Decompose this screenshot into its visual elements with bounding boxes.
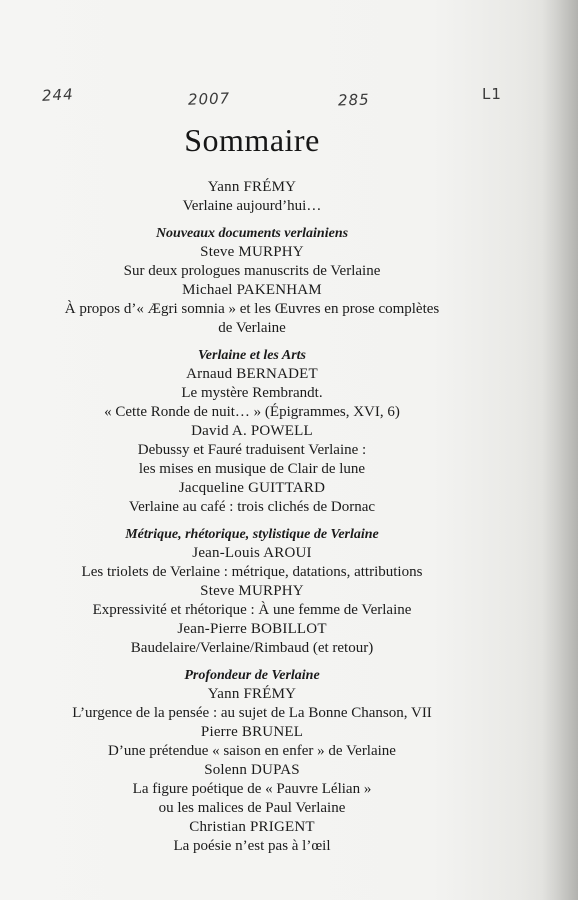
section-heading: Nouveaux documents verlainiens bbox=[155, 226, 349, 241]
spine-shadow bbox=[542, 0, 578, 900]
toc-article-title: À propos d’« Ægri somnia » et les Œuvres en prose complètes bbox=[64, 301, 440, 317]
toc-section bbox=[0, 224, 504, 338]
toc-article-title: Verlaine au café : trois clichés de Dornac bbox=[128, 499, 376, 515]
toc-author: Pierre BRUNEL bbox=[200, 724, 304, 740]
toc-author: Jacqueline GUITTARD bbox=[178, 480, 326, 496]
handwritten-note: 244 bbox=[41, 85, 75, 105]
toc-author: Michael PAKENHAM bbox=[182, 282, 322, 298]
toc-article-title: Expressivité et rhétorique : À une femme de Verlaine bbox=[92, 602, 412, 618]
handwritten-note: 2007 bbox=[187, 89, 231, 109]
toc-article-title: « Cette Ronde de nuit… » (Épigrammes, XVI, 6) bbox=[104, 404, 400, 420]
toc-article-title: L’urgence de la pensée : au sujet de La Bonne Chanson, VII bbox=[72, 705, 432, 721]
toc-author: David A. POWELL bbox=[191, 423, 313, 439]
toc-article-title: Debussy et Fauré traduisent Verlaine : bbox=[137, 442, 367, 458]
toc-author: Steve MURPHY bbox=[200, 583, 304, 599]
toc-author: Christian PRIGENT bbox=[189, 819, 315, 835]
handwritten-note: L1 bbox=[482, 85, 502, 103]
toc-article-title: ou les malices de Paul Verlaine bbox=[158, 800, 346, 816]
section-heading: Métrique, rhétorique, stylistique de Verlaine bbox=[125, 527, 379, 542]
toc-section bbox=[0, 666, 504, 856]
toc-author: Solenn DUPAS bbox=[204, 762, 300, 778]
section-heading: Verlaine et les Arts bbox=[198, 348, 306, 363]
toc-author: Yann FRÉMY bbox=[207, 179, 297, 195]
toc-article-title: Les triolets de Verlaine : métrique, datations, attributions bbox=[81, 564, 423, 580]
toc-article-title: La poésie n’est pas à l’œil bbox=[173, 838, 331, 854]
toc-section bbox=[0, 525, 504, 658]
toc-section bbox=[0, 346, 504, 517]
toc-article-title: de Verlaine bbox=[218, 320, 286, 336]
toc-author: Yann FRÉMY bbox=[207, 686, 297, 702]
toc-article-title: D’une prétendue « saison en enfer » de Verlaine bbox=[108, 743, 396, 759]
toc-author: Jean-Louis AROUI bbox=[192, 545, 312, 561]
toc-article-title: La figure poétique de « Pauvre Lélian » bbox=[132, 781, 372, 797]
toc-article-title: Verlaine aujourd’hui… bbox=[182, 198, 322, 214]
toc-article-title: Le mystère Rembrandt. bbox=[181, 385, 323, 401]
toc-article-title: Baudelaire/Verlaine/Rimbaud (et retour) bbox=[130, 640, 374, 656]
toc-section bbox=[0, 178, 504, 216]
page-title: Sommaire bbox=[184, 122, 320, 158]
table-of-contents bbox=[0, 178, 504, 856]
handwritten-note: 285 bbox=[337, 90, 370, 110]
toc-author: Steve MURPHY bbox=[200, 244, 304, 260]
toc-author: Jean-Pierre BOBILLOT bbox=[177, 621, 327, 637]
section-heading: Profondeur de Verlaine bbox=[184, 668, 320, 683]
toc-author: Arnaud BERNADET bbox=[186, 366, 318, 382]
toc-article-title: les mises en musique de Clair de lune bbox=[138, 461, 366, 477]
toc-article-title: Sur deux prologues manuscrits de Verlaine bbox=[123, 263, 381, 279]
